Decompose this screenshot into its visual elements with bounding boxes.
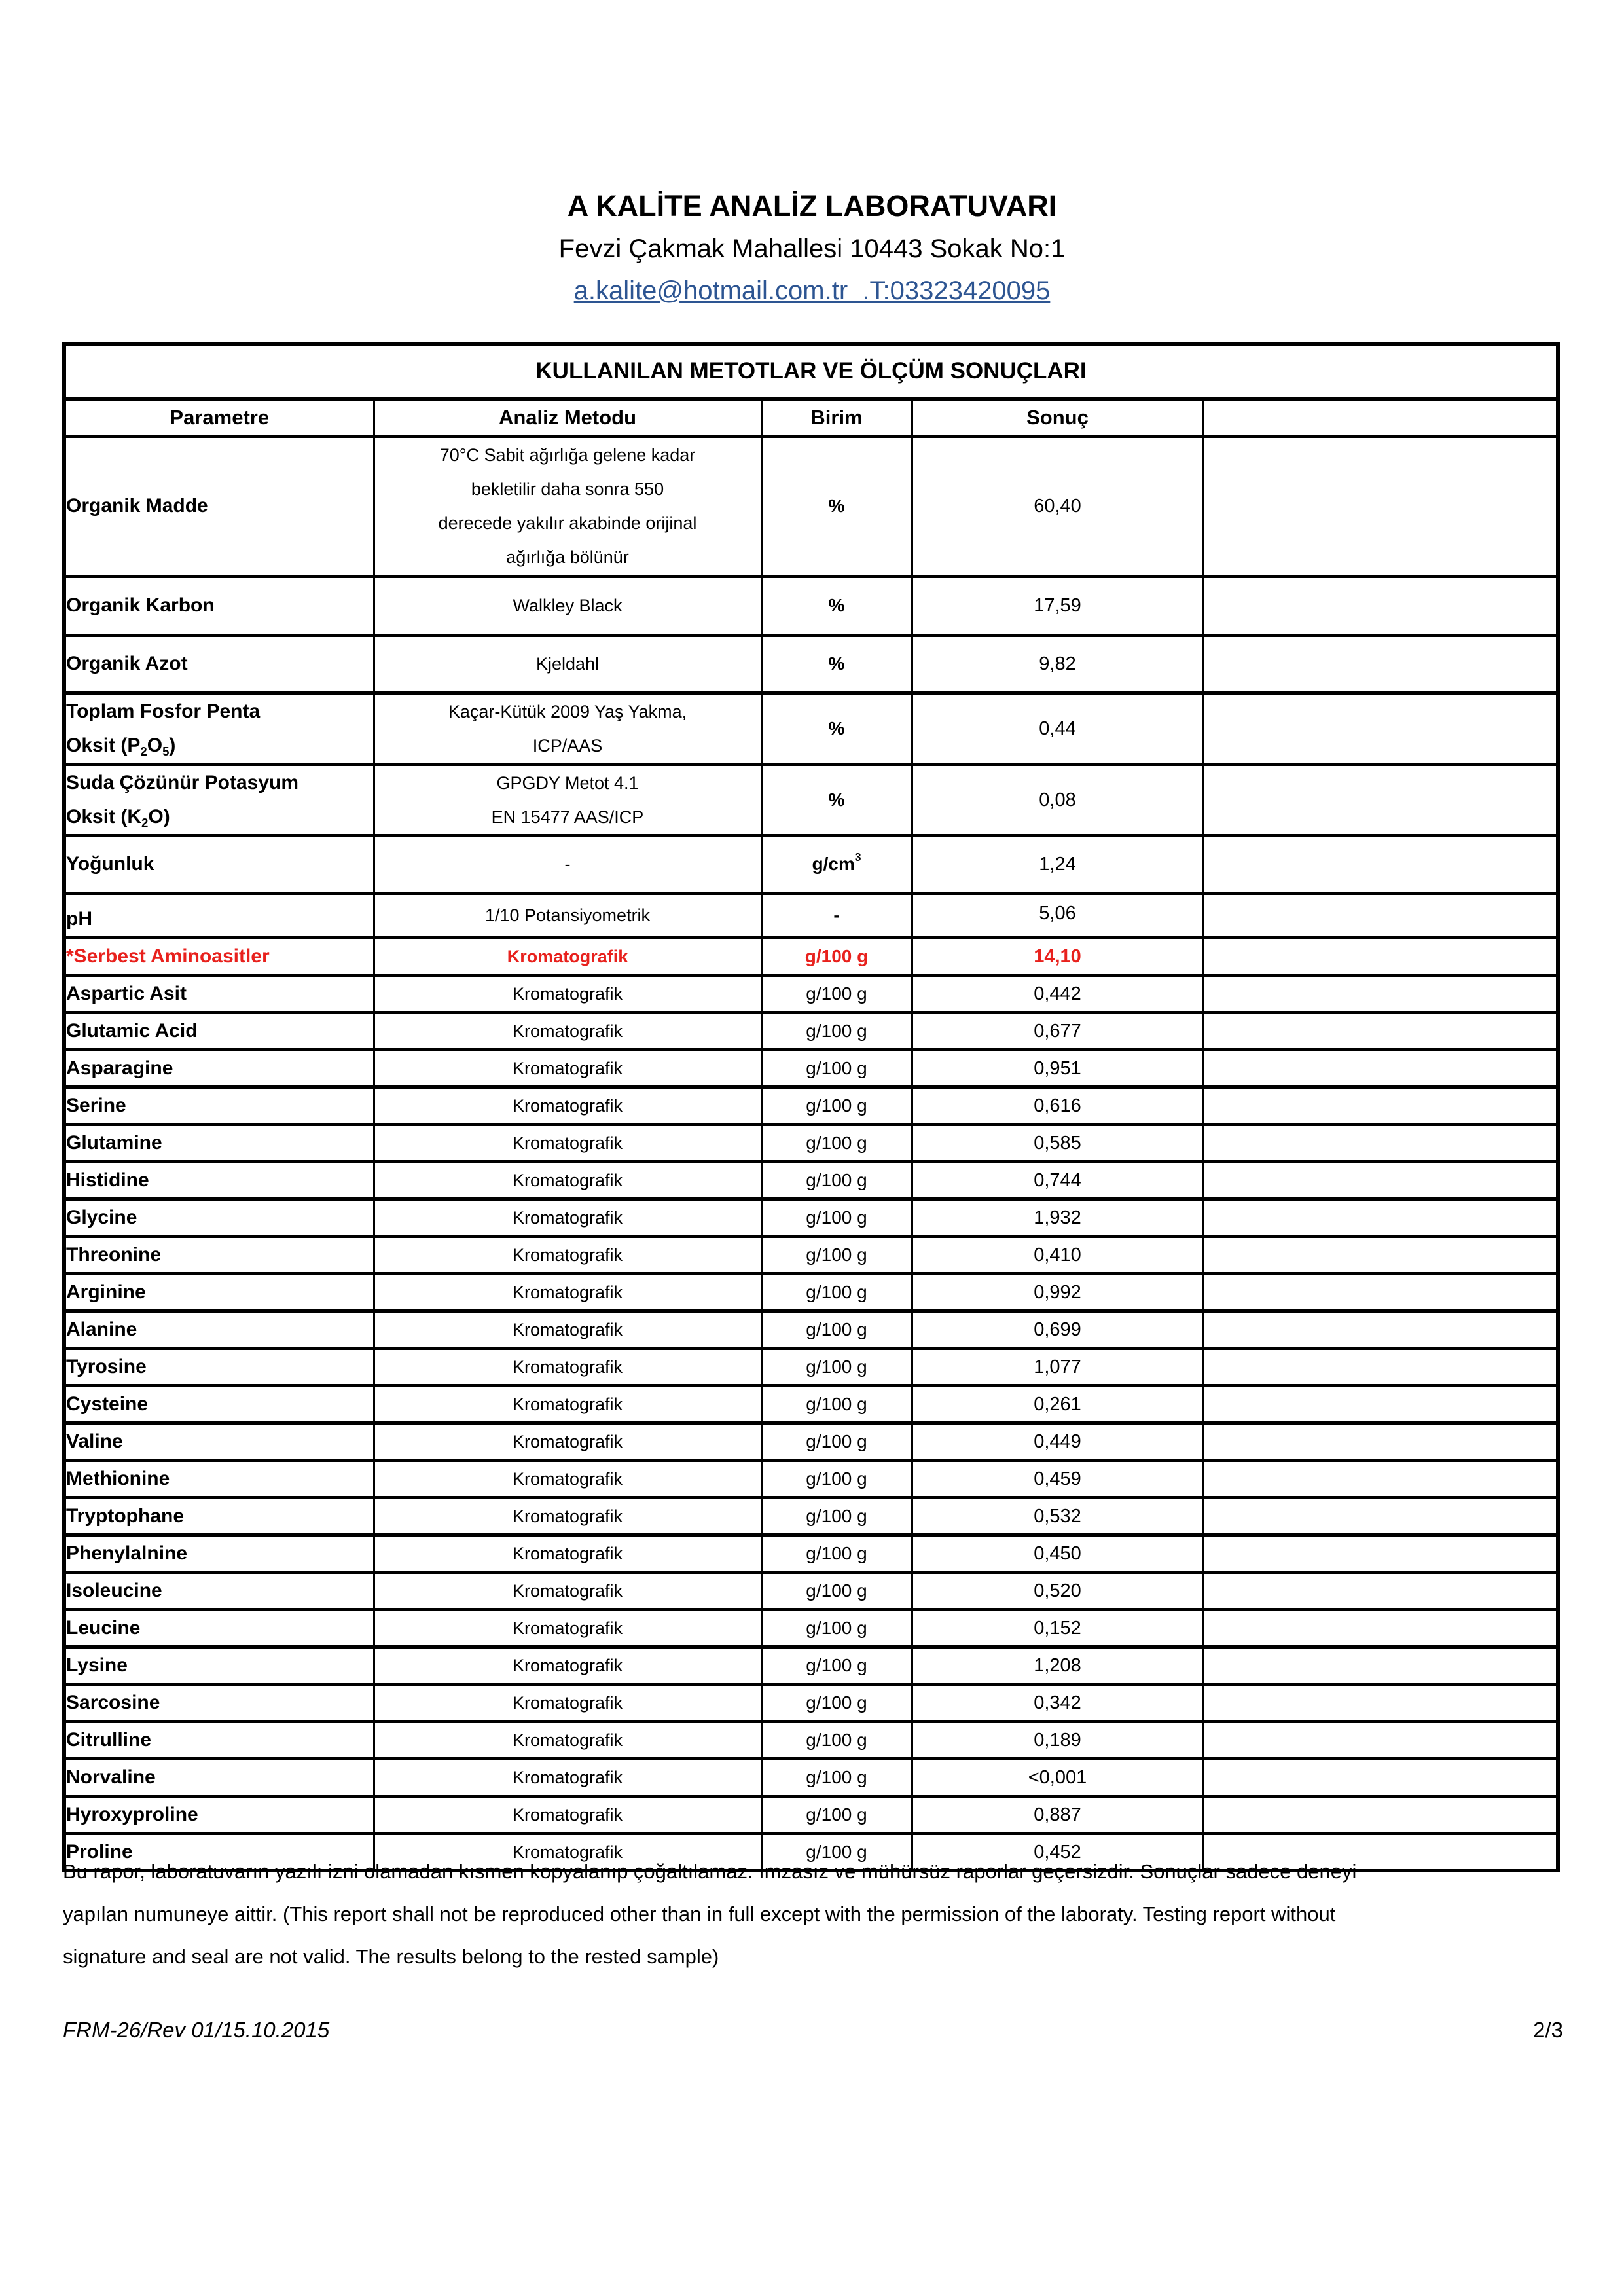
table-row	[64, 938, 1558, 975]
method-cell: Kromatografik	[374, 1460, 761, 1497]
empty-cell	[1203, 835, 1558, 893]
unit-cell: %	[761, 693, 912, 764]
table-row	[64, 764, 1558, 835]
method-cell: Kromatografik	[374, 1385, 761, 1423]
results-table-body	[64, 344, 1558, 1870]
results-table	[62, 342, 1560, 1872]
table-row	[64, 693, 1558, 764]
page-footer	[63, 2018, 1563, 2043]
unit-cell: g/100 g	[761, 1684, 912, 1721]
table-row	[64, 1012, 1558, 1049]
method-cell: Kromatografik	[374, 938, 761, 975]
result-cell: 0,261	[912, 1385, 1203, 1423]
unit-cell: g/100 g	[761, 1758, 912, 1796]
method-cell: Kaçar-Kütük 2009 Yaş Yakma, ICP/AAS	[374, 693, 761, 764]
table-row	[64, 1572, 1558, 1609]
empty-cell	[1203, 1049, 1558, 1087]
empty-cell	[1203, 1535, 1558, 1572]
method-cell: Kromatografik	[374, 1497, 761, 1535]
method-cell: 1/10 Potansiyometrik	[374, 893, 761, 938]
result-cell: 0,520	[912, 1572, 1203, 1609]
empty-cell	[1203, 436, 1558, 576]
empty-cell	[1203, 764, 1558, 835]
parameter-cell: Methionine	[64, 1460, 374, 1497]
empty-cell	[1203, 1647, 1558, 1684]
unit-cell: %	[761, 436, 912, 576]
unit-cell: %	[761, 576, 912, 635]
table-row	[64, 1721, 1558, 1758]
method-cell: Kromatografik	[374, 1124, 761, 1161]
method-cell: Kromatografik	[374, 1012, 761, 1049]
parameter-cell: Sarcosine	[64, 1684, 374, 1721]
parameter-cell: Proline	[64, 1833, 374, 1870]
unit-cell: g/100 g	[761, 1385, 912, 1423]
column-header-birim: Birim	[761, 399, 912, 436]
disclaimer-line-2: yapılan numuneye aittir. (This report shall not be reproduced other than in full except with the permission of the laboraty. Testing report without	[63, 1903, 1336, 1925]
table-row	[64, 835, 1558, 893]
result-cell: 17,59	[912, 576, 1203, 635]
unit-cell: g/100 g	[761, 1497, 912, 1535]
parameter-cell: Serine	[64, 1087, 374, 1124]
table-row	[64, 1497, 1558, 1535]
lab-name: A KALİTE ANALİZ LABORATUVARI	[567, 189, 1057, 223]
table-header-row	[64, 399, 1558, 436]
empty-cell	[1203, 1758, 1558, 1796]
parameter-cell: Organik Karbon	[64, 576, 374, 635]
unit-cell: g/100 g	[761, 1012, 912, 1049]
method-cell: Kromatografik	[374, 1199, 761, 1236]
result-cell: 0,699	[912, 1311, 1203, 1348]
method-cell: Kromatografik	[374, 1721, 761, 1758]
table-title: KULLANILAN METOTLAR VE ÖLÇÜM SONUÇLARI	[64, 344, 1558, 399]
result-cell: 0,951	[912, 1049, 1203, 1087]
empty-cell	[1203, 693, 1558, 764]
unit-cell: g/100 g	[761, 1348, 912, 1385]
unit-cell: g/100 g	[761, 1833, 912, 1870]
parameter-cell: Organik Madde	[64, 436, 374, 576]
table-row	[64, 1684, 1558, 1721]
empty-cell	[1203, 1124, 1558, 1161]
table-row	[64, 1758, 1558, 1796]
method-cell: Kromatografik	[374, 1087, 761, 1124]
result-cell: 5,06	[912, 893, 1203, 938]
table-row	[64, 436, 1558, 576]
empty-cell	[1203, 1348, 1558, 1385]
unit-cell: g/100 g	[761, 1796, 912, 1833]
empty-cell	[1203, 893, 1558, 938]
result-cell: <0,001	[912, 1758, 1203, 1796]
unit-cell: g/100 g	[761, 1311, 912, 1348]
parameter-cell: pH	[64, 893, 374, 938]
parameter-cell: Suda Çözünür Potasyum Oksit $(K_2O)$	[64, 764, 374, 835]
result-cell: 0,887	[912, 1796, 1203, 1833]
unit-cell: g/100 g	[761, 938, 912, 975]
table-row	[64, 893, 1558, 938]
method-cell: Kromatografik	[374, 1609, 761, 1647]
table-row	[64, 1535, 1558, 1572]
unit-cell: g/100 g	[761, 1423, 912, 1460]
empty-cell	[1203, 576, 1558, 635]
unit-cell: %	[761, 635, 912, 693]
empty-cell	[1203, 635, 1558, 693]
result-cell: 0,677	[912, 1012, 1203, 1049]
method-cell: Kromatografik	[374, 975, 761, 1012]
result-cell: 1,208	[912, 1647, 1203, 1684]
table-row	[64, 635, 1558, 693]
result-cell: 0,616	[912, 1087, 1203, 1124]
method-cell: 70°C Sabit ağırlığa gelene kadar bekletilir daha sonra 550 derecede yakılır akabinde orijinal ağırlığa bölünür	[374, 436, 761, 576]
parameter-cell: Threonine	[64, 1236, 374, 1273]
result-cell: 9,82	[912, 635, 1203, 693]
empty-cell	[1203, 1609, 1558, 1647]
empty-cell	[1203, 1087, 1558, 1124]
table-row	[64, 1647, 1558, 1684]
disclaimer-line-3: signature and seal are not valid. The results belong to the rested sample)	[63, 1945, 719, 1968]
method-cell: Kromatografik	[374, 1833, 761, 1870]
unit-cell: g/100 g	[761, 1087, 912, 1124]
parameter-cell: Tyrosine	[64, 1348, 374, 1385]
result-cell: 1,24	[912, 835, 1203, 893]
unit-cell: g/100 g	[761, 975, 912, 1012]
empty-cell	[1203, 975, 1558, 1012]
empty-cell	[1203, 1161, 1558, 1199]
parameter-cell: Aspartic Asit	[64, 975, 374, 1012]
unit-cell: g/100 g	[761, 1236, 912, 1273]
empty-cell	[1203, 1385, 1558, 1423]
result-cell: 0,189	[912, 1721, 1203, 1758]
result-cell: 0,992	[912, 1273, 1203, 1311]
disclaimer-line-1: Bu rapor, laboratuvarın yazılı izni olamadan kısmen kopyalanıp çoğaltılamaz. İmzasız ve mühürsüz raporlar geçersizdir. Sonuçlar sadece deneyi	[63, 1860, 1357, 1883]
column-header-parametre: Parametre	[64, 399, 374, 436]
parameter-cell: Glycine	[64, 1199, 374, 1236]
result-cell: 0,342	[912, 1684, 1203, 1721]
empty-cell	[1203, 1236, 1558, 1273]
parameter-cell: Valine	[64, 1423, 374, 1460]
parameter-cell: Arginine	[64, 1273, 374, 1311]
parameter-cell: Norvaline	[64, 1758, 374, 1796]
result-cell: 1,077	[912, 1348, 1203, 1385]
result-cell: 0,532	[912, 1497, 1203, 1535]
parameter-cell: Histidine	[64, 1161, 374, 1199]
unit-cell: g/100 g	[761, 1647, 912, 1684]
empty-cell	[1203, 1460, 1558, 1497]
result-cell: 0,449	[912, 1423, 1203, 1460]
empty-cell	[1203, 1199, 1558, 1236]
result-cell: 60,40	[912, 436, 1203, 576]
parameter-cell: Toplam Fosfor Penta Oksit $(P_2O_5)$	[64, 693, 374, 764]
method-cell: Kromatografik	[374, 1236, 761, 1273]
parameter-cell: Glutamine	[64, 1124, 374, 1161]
method-cell: Kromatografik	[374, 1311, 761, 1348]
result-cell: 0,452	[912, 1833, 1203, 1870]
method-cell: Kromatografik	[374, 1273, 761, 1311]
table-row	[64, 1273, 1558, 1311]
lab-address: Fevzi Çakmak Mahallesi 10443 Sokak No:1	[558, 234, 1066, 263]
method-cell: Kromatografik	[374, 1161, 761, 1199]
empty-cell	[1203, 1572, 1558, 1609]
result-cell: 0,442	[912, 975, 1203, 1012]
table-row	[64, 1124, 1558, 1161]
result-cell: 0,585	[912, 1124, 1203, 1161]
empty-cell	[1203, 1796, 1558, 1833]
unit-cell: g/100 g	[761, 1572, 912, 1609]
unit-cell: g/100 g	[761, 1721, 912, 1758]
table-row	[64, 1311, 1558, 1348]
table-row	[64, 1161, 1558, 1199]
result-cell: 0,410	[912, 1236, 1203, 1273]
column-header-sonuc: Sonuç	[912, 399, 1203, 436]
parameter-cell: Alanine	[64, 1311, 374, 1348]
table-row	[64, 1236, 1558, 1273]
method-cell: Kromatografik	[374, 1758, 761, 1796]
unit-cell: g/100 g	[761, 1049, 912, 1087]
unit-cell: -	[761, 893, 912, 938]
result-cell: 0,44	[912, 693, 1203, 764]
empty-cell	[1203, 1273, 1558, 1311]
method-cell: Kjeldahl	[374, 635, 761, 693]
parameter-cell: Leucine	[64, 1609, 374, 1647]
method-cell: Kromatografik	[374, 1572, 761, 1609]
parameter-cell: Tryptophane	[64, 1497, 374, 1535]
parameter-cell: Organik Azot	[64, 635, 374, 693]
parameter-cell: Phenylalnine	[64, 1535, 374, 1572]
empty-cell	[1203, 1497, 1558, 1535]
table-row	[64, 1796, 1558, 1833]
empty-cell	[1203, 1012, 1558, 1049]
method-cell: Kromatografik	[374, 1684, 761, 1721]
parameter-cell: *Serbest Aminoasitler	[64, 938, 374, 975]
method-cell: Kromatografik	[374, 1348, 761, 1385]
unit-cell: g/100 g	[761, 1535, 912, 1572]
unit-cell: %	[761, 764, 912, 835]
unit-cell: g/100 g	[761, 1161, 912, 1199]
empty-cell	[1203, 1684, 1558, 1721]
column-header-analiz-metodu: Analiz Metodu	[374, 399, 761, 436]
table-row	[64, 1348, 1558, 1385]
table-row	[64, 975, 1558, 1012]
table-row	[64, 1385, 1558, 1423]
table-row	[64, 1087, 1558, 1124]
result-cell: 0,08	[912, 764, 1203, 835]
method-cell: Walkley Black	[374, 576, 761, 635]
result-cell: 0,744	[912, 1161, 1203, 1199]
document-header	[0, 185, 1624, 312]
unit-cell: g/100 g	[761, 1460, 912, 1497]
unit-cell: g/100 g	[761, 1273, 912, 1311]
parameter-cell: Isoleucine	[64, 1572, 374, 1609]
page-number: 2/3	[1533, 2018, 1563, 2042]
method-cell: Kromatografik	[374, 1796, 761, 1833]
parameter-cell: Yoğunluk	[64, 835, 374, 893]
table-row	[64, 1049, 1558, 1087]
result-cell: 0,152	[912, 1609, 1203, 1647]
table-row	[64, 1199, 1558, 1236]
parameter-cell: Lysine	[64, 1647, 374, 1684]
method-cell: Kromatografik	[374, 1535, 761, 1572]
parameter-cell: Citrulline	[64, 1721, 374, 1758]
empty-cell	[1203, 938, 1558, 975]
unit-cell: g/100 g	[761, 1124, 912, 1161]
contact-email-link[interactable]: a.kalite@hotmail.com.tr .T:03323420095	[573, 276, 1051, 305]
disclaimer	[63, 1850, 1568, 1978]
empty-cell	[1203, 1311, 1558, 1348]
table-row	[64, 1460, 1558, 1497]
column-header-empty	[1203, 399, 1558, 436]
lab-contact-line	[0, 270, 1624, 312]
method-cell: Kromatografik	[374, 1647, 761, 1684]
result-cell: 0,459	[912, 1460, 1203, 1497]
empty-cell	[1203, 1423, 1558, 1460]
parameter-cell: Glutamic Acid	[64, 1012, 374, 1049]
method-cell: -	[374, 835, 761, 893]
table-row	[64, 1423, 1558, 1460]
method-cell: Kromatografik	[374, 1049, 761, 1087]
method-cell: Kromatografik	[374, 1423, 761, 1460]
unit-cell: $g/cm^3$	[761, 835, 912, 893]
result-cell: 1,932	[912, 1199, 1203, 1236]
parameter-cell: Cysteine	[64, 1385, 374, 1423]
method-cell: GPGDY Metot 4.1 EN 15477 AAS/ICP	[374, 764, 761, 835]
empty-cell	[1203, 1721, 1558, 1758]
parameter-cell: Hyroxyproline	[64, 1796, 374, 1833]
table-row	[64, 576, 1558, 635]
table-row	[64, 1609, 1558, 1647]
table-title-row	[64, 344, 1558, 399]
result-cell: 0,450	[912, 1535, 1203, 1572]
result-cell: 14,10	[912, 938, 1203, 975]
parameter-cell: Asparagine	[64, 1049, 374, 1087]
unit-cell: g/100 g	[761, 1609, 912, 1647]
unit-cell: g/100 g	[761, 1199, 912, 1236]
form-revision: FRM-26/Rev 01/15.10.2015	[63, 2018, 330, 2042]
